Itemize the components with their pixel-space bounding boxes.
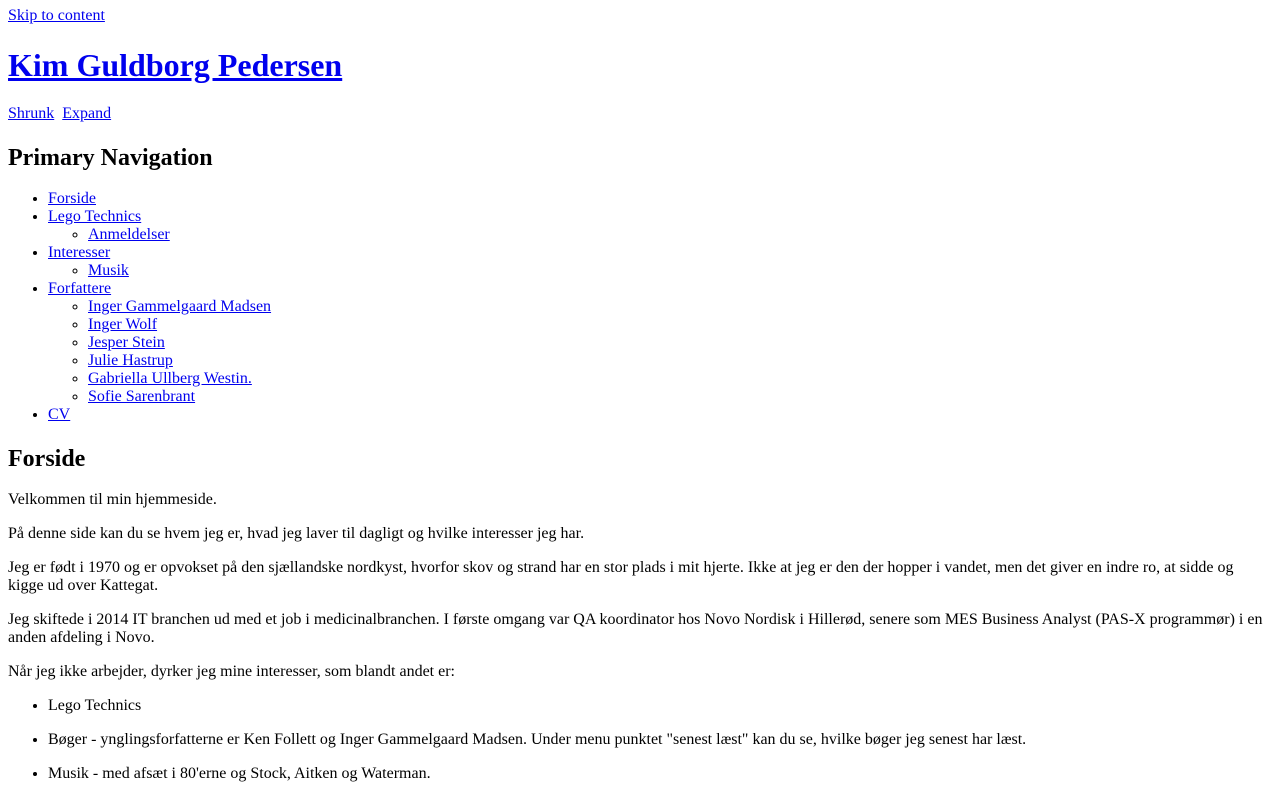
nav-link-jesper-stein[interactable]: Jesper Stein: [88, 334, 165, 351]
nav-subitem: [88, 334, 1272, 352]
nav-link-sofie-sarenbrant[interactable]: Sofie Sarenbrant: [88, 388, 196, 405]
nav-subitem: [88, 226, 1272, 244]
nav-menu: [8, 190, 1272, 424]
paragraph-welcome: Velkommen til min hjemmeside.: [8, 491, 217, 508]
nav-item-cv: [48, 406, 1272, 424]
submenu-interesser: [48, 262, 1272, 280]
nav-subitem: [88, 352, 1272, 370]
expand-link[interactable]: Expand: [62, 105, 112, 122]
nav-subitem: [88, 388, 1272, 406]
nav-subitem: [88, 370, 1272, 388]
nav-link-gabriella-ullberg-westin[interactable]: Gabriella Ullberg Westin.: [88, 370, 252, 387]
page-title: Forside: [8, 446, 86, 472]
primary-navigation-heading: Primary Navigation: [8, 145, 213, 171]
nav-item-forfattere: [48, 280, 1272, 406]
nav-subitem: [88, 316, 1272, 334]
paragraph-career: Jeg skiftede i 2014 IT branchen ud med et job i medicinalbranchen. I første omgang var QA koordinator hos Novo Nordisk i Hillerød, senere som MES Business Analyst (PAS-X programmør) i en anden afdeling i Novo.: [8, 611, 1263, 646]
paragraph-intro: På denne side kan du se hvem jeg er, hvad jeg laver til dagligt og hvilke interesser jeg har.: [8, 525, 585, 542]
paragraph-background: Jeg er født i 1970 og er opvokset på den sjællandske nordkyst, hvorfor skov og strand har en stor plads i mit hjerte. Ikke at jeg er den der hopper i vandet, men det giver en indre ro, at sidde og kigge ud over Kattegat.: [8, 559, 1234, 594]
submenu-forfattere: [48, 298, 1272, 406]
view-toggle: [8, 105, 115, 123]
site-title-link[interactable]: Kim Guldborg Pedersen: [8, 47, 343, 83]
nav-item-forside: [48, 190, 1272, 208]
nav-item-lego-technics: [48, 208, 1272, 244]
interest-item: • Musik - med afsæt i 80'erne og Stock, Aitken og Waterman.: [48, 765, 1272, 783]
nav-subitem: [88, 298, 1272, 316]
interest-item: • Bøger - ynglingsforfatterne er Ken Follett og Inger Gammelgaard Madsen. Under menu punktet "senest læst" kan du se, hvilke bøger jeg senest har læst.: [48, 731, 1272, 749]
site-title: [8, 45, 342, 85]
nav-link-inger-gammelgaard-madsen[interactable]: Inger Gammelgaard Madsen: [88, 298, 272, 315]
nav-subitem: [88, 262, 1272, 280]
page-content: [8, 491, 1272, 799]
nav-link-cv[interactable]: CV: [48, 406, 71, 423]
nav-link-julie-hastrup[interactable]: Julie Hastrup: [88, 352, 173, 369]
primary-navigation: [8, 190, 1272, 424]
nav-link-inger-wolf[interactable]: Inger Wolf: [88, 316, 158, 333]
nav-link-forfattere[interactable]: Forfattere: [48, 280, 112, 297]
nav-link-forside[interactable]: Forside: [48, 190, 96, 207]
interest-item: • Lego Technics: [48, 697, 1272, 715]
submenu-lego-technics: [48, 226, 1272, 244]
nav-link-anmeldelser[interactable]: Anmeldelser: [88, 226, 170, 243]
nav-item-interesser: [48, 244, 1272, 280]
paragraph-interests-intro: Når jeg ikke arbejder, dyrker jeg mine interesser, som blandt andet er:: [8, 663, 455, 680]
shrunk-link[interactable]: Shrunk: [8, 105, 55, 122]
nav-link-musik[interactable]: Musik: [88, 262, 129, 279]
interests-list: [8, 697, 1272, 783]
nav-link-interesser[interactable]: Interesser: [48, 244, 111, 261]
nav-link-lego-technics[interactable]: Lego Technics: [48, 208, 142, 225]
skip-to-content-link[interactable]: Skip to content: [8, 7, 105, 24]
